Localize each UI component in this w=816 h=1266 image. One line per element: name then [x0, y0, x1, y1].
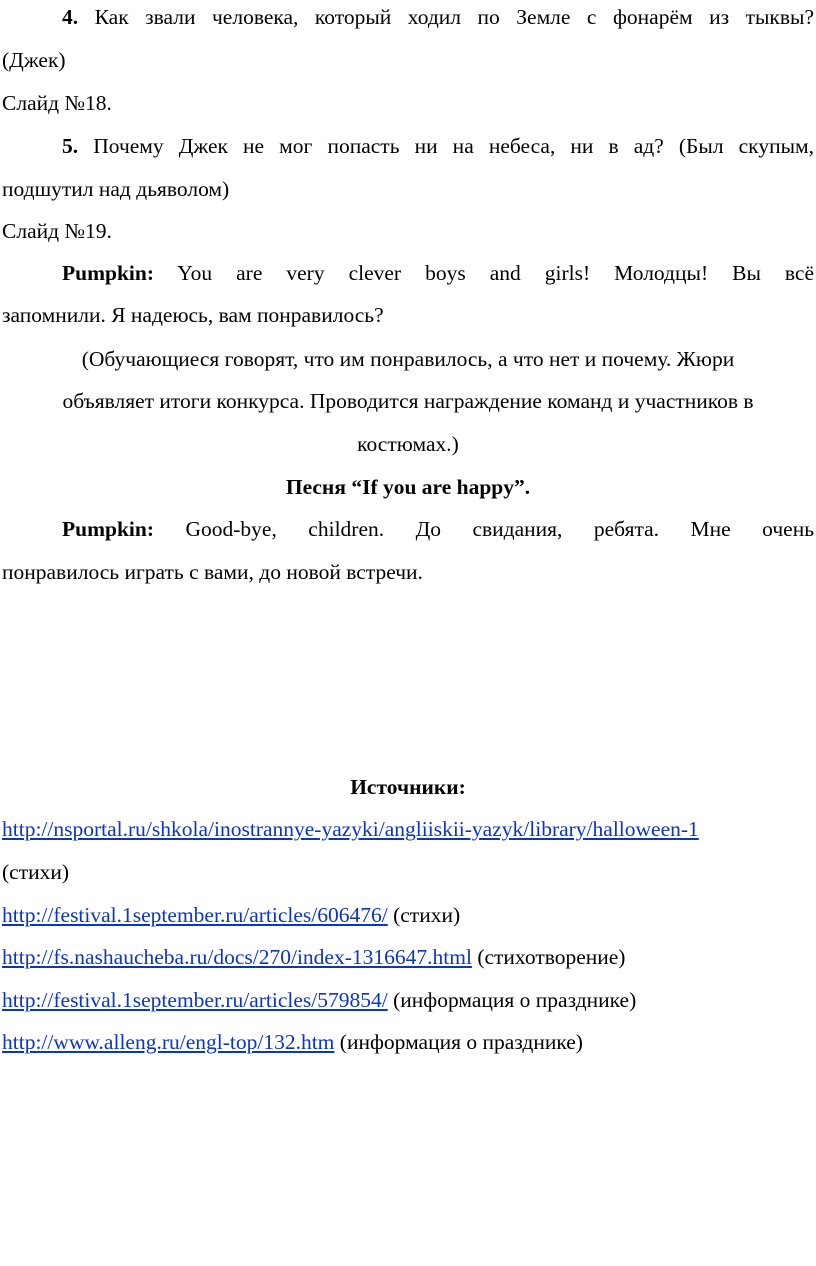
question-5-line-2: подшутил над дьяволом) — [2, 177, 230, 201]
source-link[interactable]: http://festival.1september.ru/articles/579854/ — [2, 988, 388, 1012]
question-4-answer: (Джек) — [2, 48, 66, 72]
source-link-row — [2, 944, 814, 970]
sources-heading: Источники: — [350, 775, 466, 799]
pumpkin-speech-2-line-1 — [62, 516, 814, 542]
source-link-row — [2, 816, 814, 842]
source-note: (стихи) — [2, 860, 70, 884]
source-note: (информация о празднике) — [339, 1030, 583, 1054]
pumpkin-speaker-label: Pumpkin: — [62, 261, 155, 285]
stage-direction-line-1: (Обучающиеся говорят, что им понравилось, а что нет и почему. Жюри — [81, 347, 735, 371]
song-title: Песня “If you are happy”. — [285, 475, 531, 499]
question-5-text: Почему Джек не мог попасть ни на небеса, ни в ад? (Был скупым, — [93, 134, 814, 158]
question-4-number: 4. — [62, 5, 79, 29]
question-5-number: 5. — [62, 134, 79, 158]
question-4-text: Как звали человека, который ходил по Земле с фонарём из тыквы? — [94, 5, 815, 29]
slide-18-label: Слайд №18. — [2, 91, 112, 115]
source-link[interactable]: http://www.alleng.ru/engl-top/132.htm — [2, 1030, 335, 1054]
source-note: (информация о празднике) — [393, 988, 637, 1012]
question-5-line-1 — [62, 133, 814, 159]
slide-19-label: Слайд №19. — [2, 219, 112, 243]
source-note: (стихотворение) — [477, 945, 626, 969]
pumpkin-speaker-label: Pumpkin: — [62, 517, 155, 541]
stage-direction-line-3: костюмах.) — [357, 432, 459, 456]
pumpkin-speech-2-line-2: понравилось играть с вами, до новой встречи. — [2, 560, 423, 584]
stage-direction-line-2: объявляет итоги конкурса. Проводится награждение команд и участников в — [62, 389, 754, 413]
source-link-row — [2, 1029, 814, 1055]
source-link[interactable]: http://nsportal.ru/shkola/inostrannye-yazyki/angliiskii-yazyk/library/halloween-1 — [2, 817, 699, 841]
source-link-row — [2, 902, 814, 928]
pumpkin-speech-2-text: Good-bye, children. До свидания, ребята. Мне очень — [185, 517, 815, 541]
pumpkin-speech-1-line-1 — [62, 260, 814, 286]
question-4-line-1 — [62, 4, 814, 30]
source-link-row — [2, 987, 814, 1013]
source-link[interactable]: http://fs.nashaucheba.ru/docs/270/index-1316647.html — [2, 945, 472, 969]
source-link[interactable]: http://festival.1september.ru/articles/606476/ — [2, 903, 388, 927]
pumpkin-speech-1-text: You are very clever boys and girls! Молодцы! Вы всё — [177, 261, 815, 285]
pumpkin-speech-1-line-2: запомнили. Я надеюсь, вам понравилось? — [2, 303, 384, 327]
source-note: (стихи) — [393, 903, 461, 927]
